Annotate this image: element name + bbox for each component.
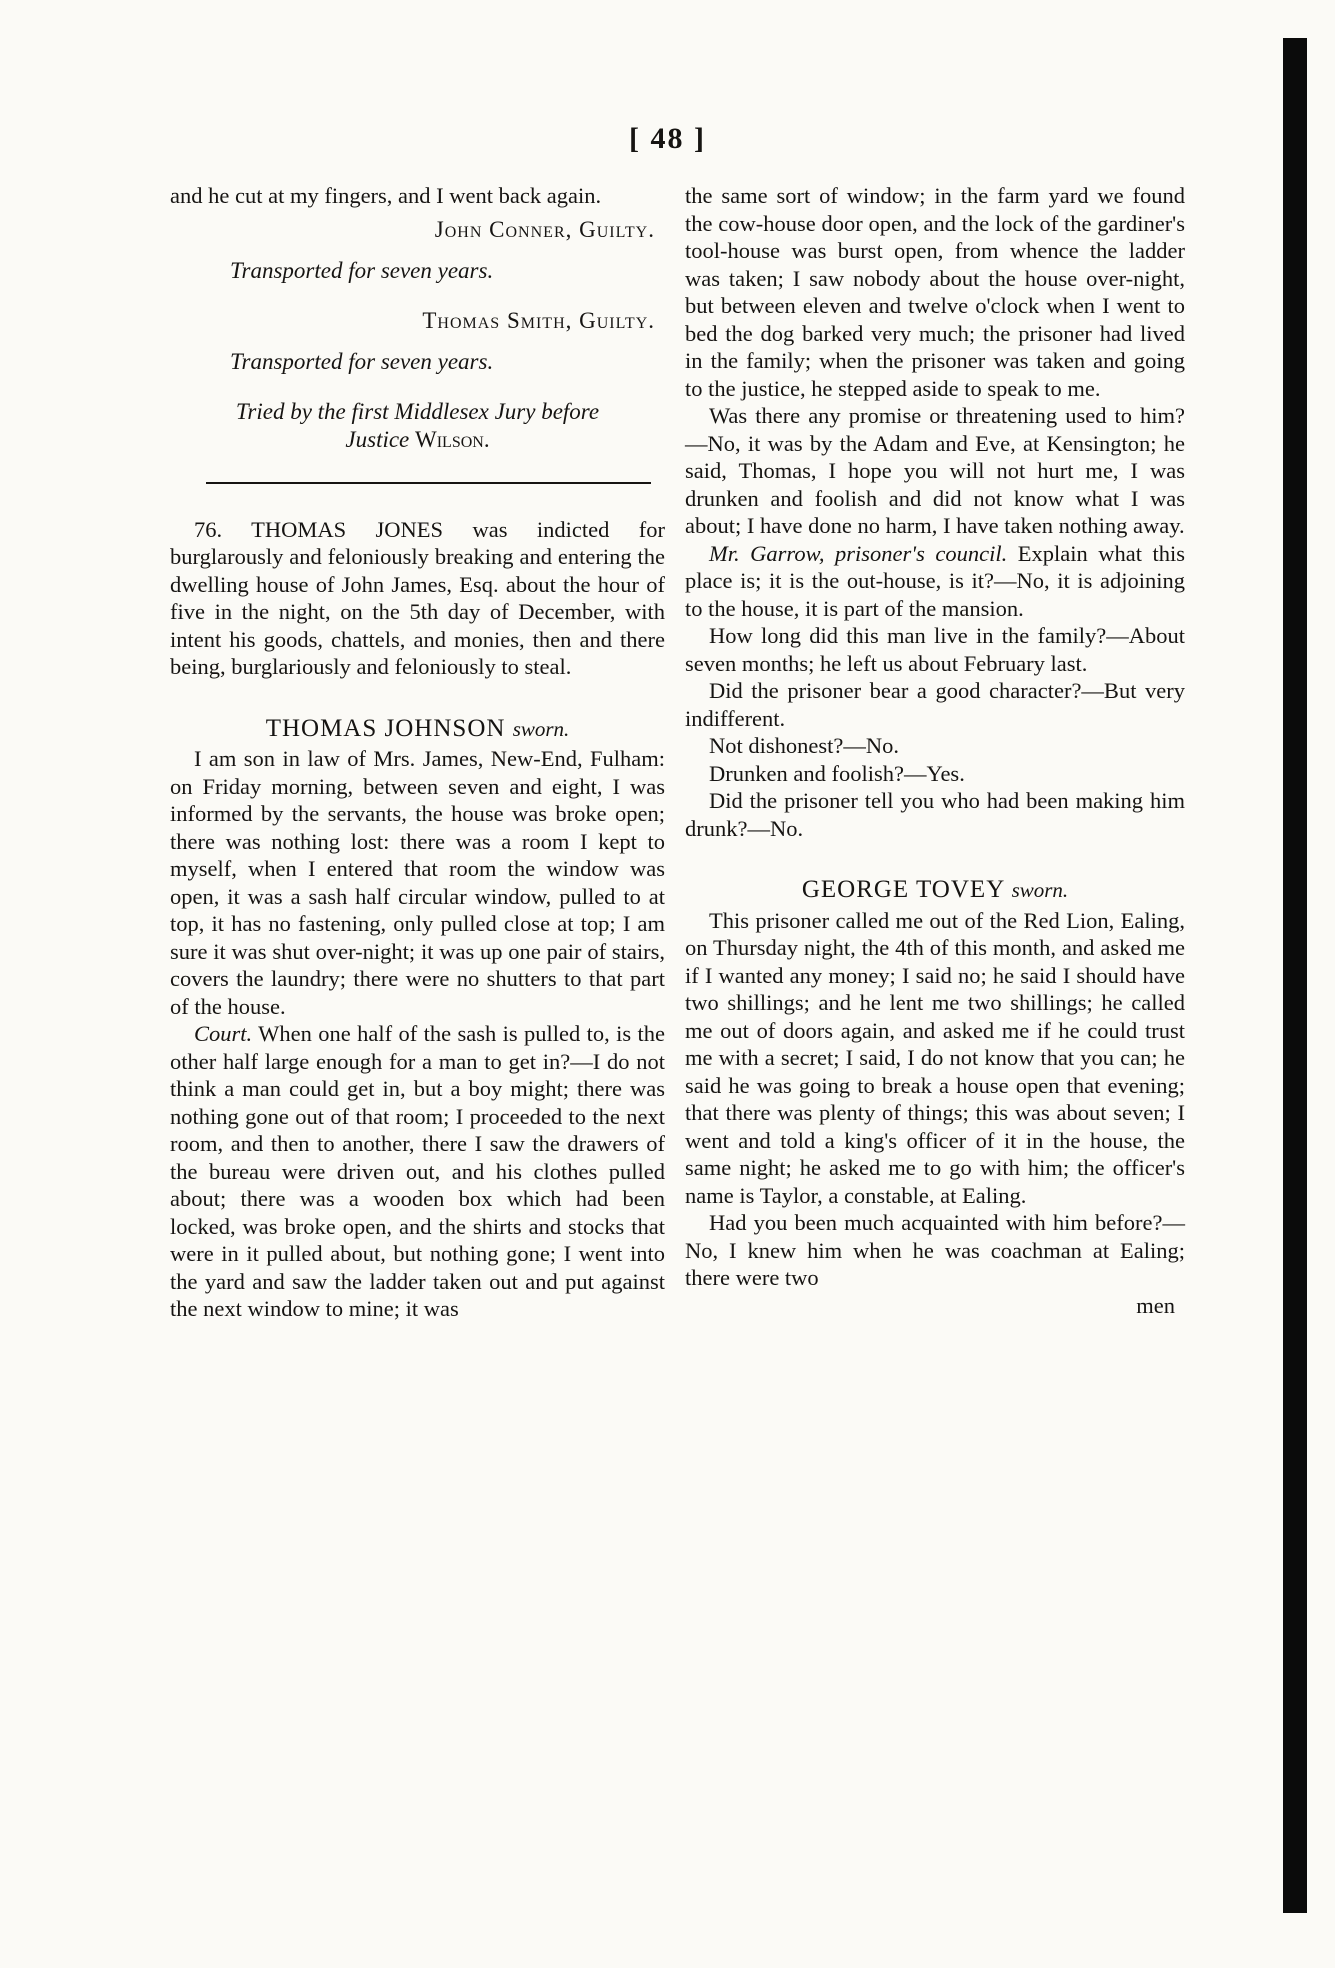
testimony-george-tovey: This prisoner called me out of the Red Lion, Ealing, on Thursday night, the 4th of this month, and asked me if I wanted any money; I said no; he said I should have two shillings; and he lent me two shillings; he called me out of doors again, and asked me if he could trust me with a secret; I said, I do not know that you can; he said he was going to break a house open that evening; that there was plenty of things; this was about seven; I went and told a king's officer of it in the house, the same night; he asked me to go with him; the officer's name is Taylor, a constable, at Ealing. <box>685 907 1185 1208</box>
section-divider <box>206 482 651 484</box>
counsel-question <box>685 540 1185 623</box>
exchange-promise: Was there any promise or threatening used to him?—No, it was by the Adam and Eve, at Kensington; he said, Thomas, I hope you will not hurt me, I was drunken and foolish and did not know what I was about; I have done no harm, I have taken nothing away. <box>685 403 1185 538</box>
opening-text: and he cut at my fingers, and I went back again. <box>170 183 602 208</box>
court-question <box>170 1020 665 1323</box>
counsel-text: Explain what this place is; it is the out-house, is it?—No, it is adjoining to the house, it is part of the mansion. <box>685 540 1185 621</box>
testimony-thomas-johnson: I am son in law of Mrs. James, New-End, Fulham: on Friday morning, between seven and eight, I was informed by the servants, the house was broke open; there was nothing lost: there was a room I kept to myself, when I entered that room the window was open, it was a sash half circular window, pulled to at top, it has no fastening, only pulled close at top; I am sure it was shut over-night; it was up one pair of stairs, covers the laundry; there were no shutters to that part of the house. <box>170 746 665 1019</box>
witness-sworn: sworn. <box>512 716 570 741</box>
left-column <box>170 182 665 1323</box>
witness-name: THOMAS JOHNSON <box>265 714 506 742</box>
exchange-duration: How long did this man live in the family?—About seven months; he left us about February last. <box>685 623 1185 676</box>
witness-sworn: sworn. <box>1011 878 1069 902</box>
witness-name: GEORGE TOVEY <box>801 876 1005 903</box>
exchange-dishonest: Not dishonest?—No. <box>709 733 899 758</box>
right-column <box>685 182 1185 1319</box>
court-label: Court. <box>194 1021 253 1046</box>
catchword: men <box>1136 1292 1175 1318</box>
exchange-character: Did the prisoner bear a good character?—But very indifferent. <box>685 678 1185 731</box>
tried-justice-label: Justice <box>345 426 410 452</box>
witness-heading-thomas-johnson <box>170 715 665 744</box>
tried-justice-name: Wilson. <box>415 426 490 452</box>
continuation-text: the same sort of window; in the farm yard we found the cow-house door open, and the lock of the gardiner's tool-house was burst open, from whence the ladder was taken; I saw nobody about the house over-night, but between eleven and twelve o'clock when I went to bed the dog barked very much; the prisoner had lived in the family; when the prisoner was taken and going to the justice, he stepped aside to speak to me. <box>685 183 1185 401</box>
verdict-thomas-smith: Thomas Smith, Guilty. <box>422 307 655 333</box>
sentence-thomas-smith: Transported for seven years. <box>230 349 494 374</box>
exchange-drunken: Drunken and foolish?—Yes. <box>709 760 965 786</box>
witness-heading-george-tovey <box>685 876 1185 905</box>
verdict-john-conner: John Conner, Guilty. <box>434 216 655 242</box>
exchange-drunk-by-whom: Did the prisoner tell you who had been making him drunk?—No. <box>685 788 1185 841</box>
sentence-john-conner: Transported for seven years. <box>230 258 494 283</box>
indictment-paragraph: 76. THOMAS JONES was indicted for burglarously and feloniously breaking and entering the dwelling house of John James, Esq. about the hour of five in the night, on the 5th day of December, with intent his goods, chattels, and monies, then and there being, burglariously and feloniously to steal. <box>170 516 665 679</box>
court-text: When one half of the sash is pulled to, is the other half large enough for a man to get in?—I do not think a man could get in, but a boy might; there was nothing gone out of that room; I proceeded to the next room, and then to another, there I saw the drawers of the bureau were driven out, and his clothes pulled about; there was a wooden box which had been locked, was broke open, and the shirts and stocks that were in it pulled about, but nothing gone; I went into the yard and saw the ladder taken out and put against the next window to mine; it was <box>170 1021 665 1321</box>
tried-line-1: Tried by the first Middlesex Jury before <box>235 398 600 424</box>
counsel-label: Mr. Garrow, prisoner's council. <box>709 540 1008 566</box>
page-header: [ 48 ] <box>629 122 706 155</box>
tried-by-note <box>170 398 665 454</box>
book-spine-shadow <box>1283 38 1307 1913</box>
exchange-acquainted: Had you been much acquainted with him before?—No, I knew him when he was coachman at Ealing; there were two <box>685 1210 1185 1290</box>
